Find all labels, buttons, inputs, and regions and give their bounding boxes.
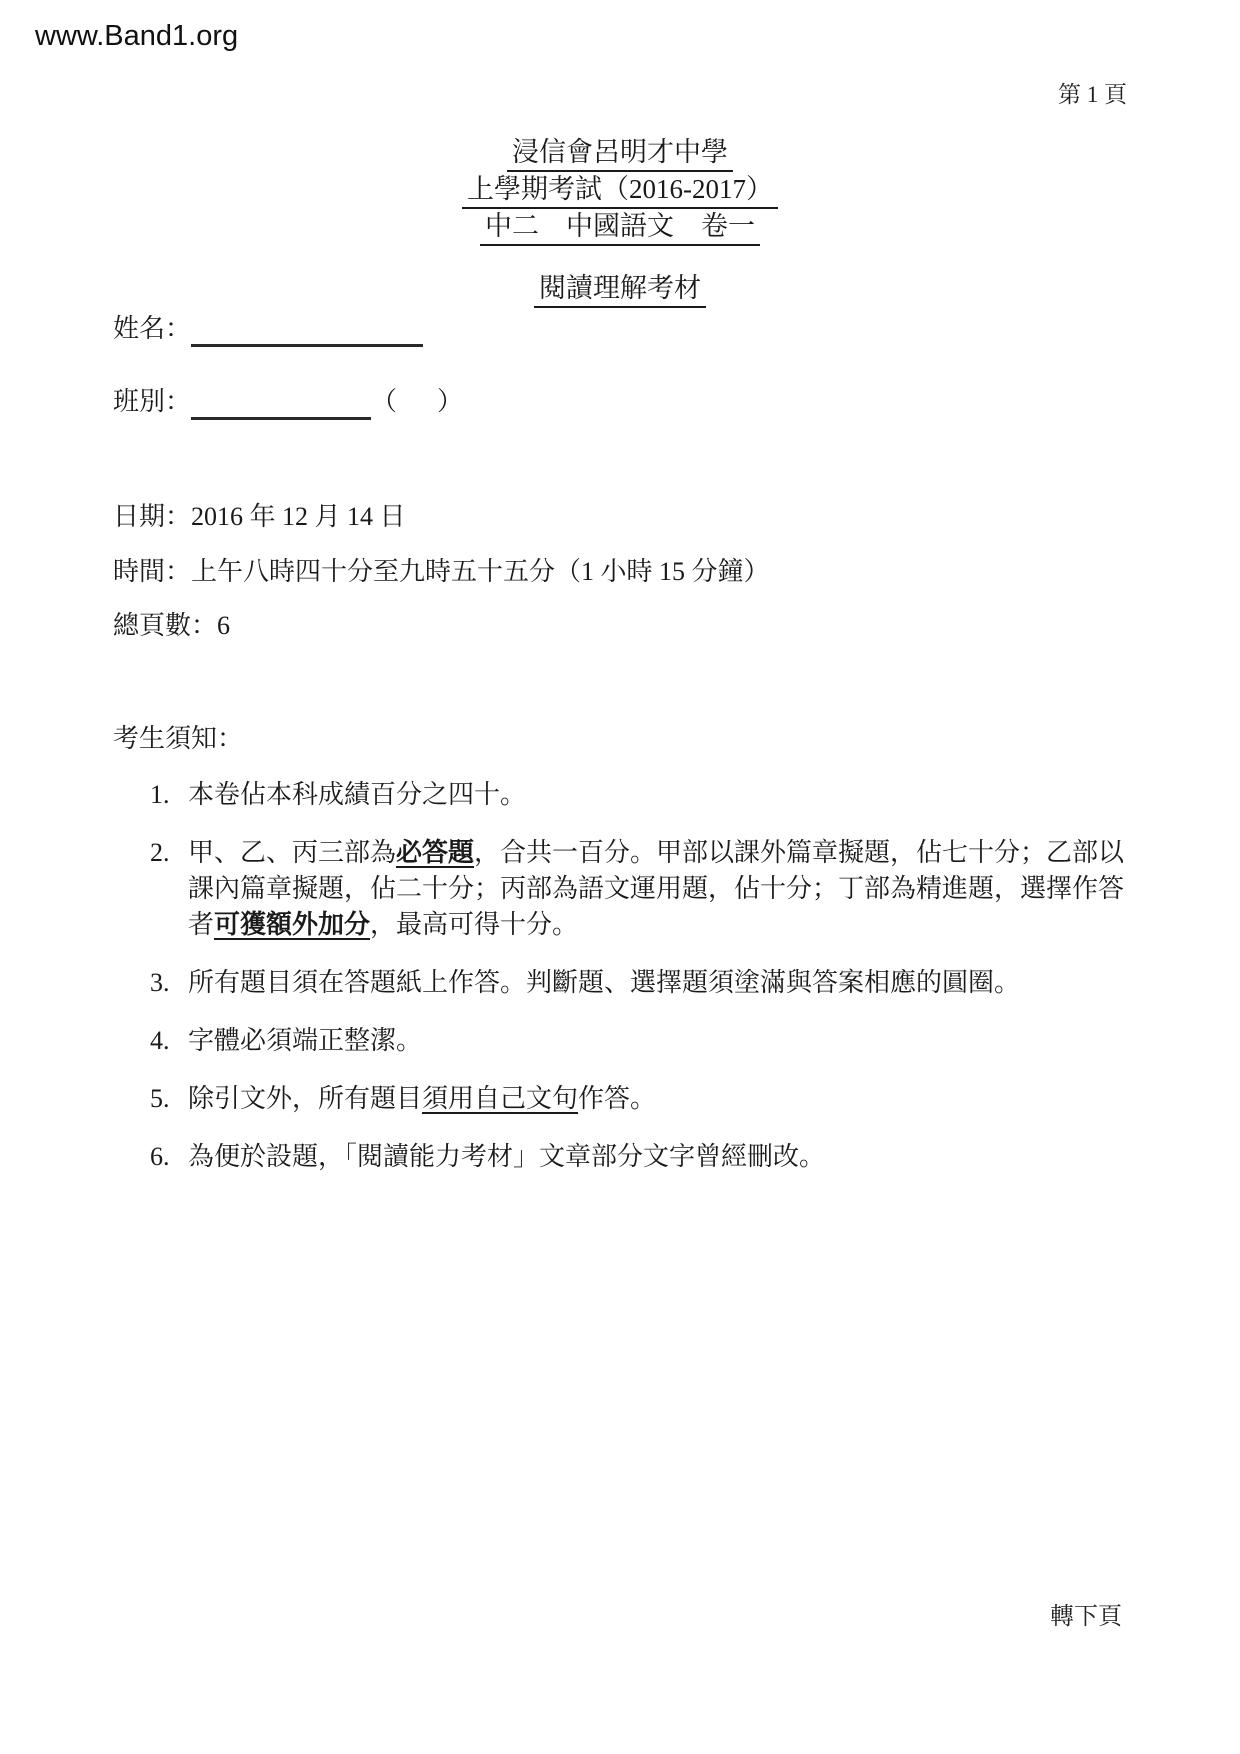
note-item-text: 本卷佔本科成績百分之四十。	[188, 780, 527, 809]
class-field-line[interactable]	[191, 385, 371, 420]
note-item-text: 甲、乙、丙三部為必答題，合共一百分。甲部以課外篇章擬題，佔七十分；乙部以課內篇章擬題，佔二十分；丙部為語文運用題，佔十分；丁部為精進題，選擇作答者可獲額外加分，最高可得十分。	[188, 838, 1125, 939]
class-label: 班別：	[113, 387, 192, 416]
exam-time: 時間：上午八時四十分至九時五十五分（1 小時 15 分鐘）	[113, 557, 770, 586]
site-watermark: www.Band1.org	[35, 20, 239, 52]
exam-date: 日期：2016 年 12 月 14 日	[113, 502, 406, 531]
school-name-line	[0, 134, 1240, 170]
notes-heading: 考生須知：	[113, 724, 244, 753]
note-item-text: 字體必須端正整潔。	[188, 1026, 423, 1055]
name-field-row	[113, 311, 423, 347]
exam-name: 上學期考試（2016-2017）	[462, 174, 778, 209]
class-number-space[interactable]	[397, 390, 437, 420]
page-number: 第 1 頁	[1058, 82, 1127, 107]
note-item	[150, 1139, 1140, 1175]
paper-title-line	[0, 266, 1240, 305]
note-item	[150, 1081, 1140, 1117]
exam-name-line	[0, 171, 1240, 207]
note-item-number: 2.	[150, 838, 170, 867]
note-item-number: 3.	[150, 968, 170, 997]
note-item	[150, 1023, 1140, 1059]
class-field-row	[113, 384, 463, 420]
school-name: 浸信會呂明才中學	[507, 137, 733, 172]
class-paren-open: （	[371, 387, 398, 416]
title-block	[0, 134, 1240, 245]
class-paren-close: ）	[437, 387, 464, 416]
note-item-number: 4.	[150, 1026, 170, 1055]
name-label: 姓名：	[113, 314, 192, 343]
note-item-text: 所有題目須在答題紙上作答。判斷題、選擇題須塗滿與答案相應的圓圈。	[188, 968, 1021, 997]
total-pages: 總頁數：6	[113, 611, 231, 640]
paper-title: 閱讀理解考材	[534, 273, 706, 308]
note-item-number: 5.	[150, 1084, 170, 1113]
class-subject: 中二 中國語文 卷一	[480, 211, 760, 246]
note-item	[150, 777, 1140, 813]
notes-list	[150, 777, 1140, 1197]
note-item	[150, 835, 1140, 943]
note-item-text: 為便於設題，「閱讀能力考材」文章部分文字曾經刪改。	[188, 1142, 826, 1171]
note-item-number: 6.	[150, 1142, 170, 1171]
footer-next-page: 轉下頁	[1050, 1604, 1122, 1630]
name-field-line[interactable]	[191, 312, 423, 347]
class-subject-line	[0, 208, 1240, 244]
note-item-number: 1.	[150, 780, 170, 809]
note-item	[150, 965, 1140, 1001]
note-item-text: 除引文外，所有題目須用自己文句作答。	[188, 1084, 657, 1113]
